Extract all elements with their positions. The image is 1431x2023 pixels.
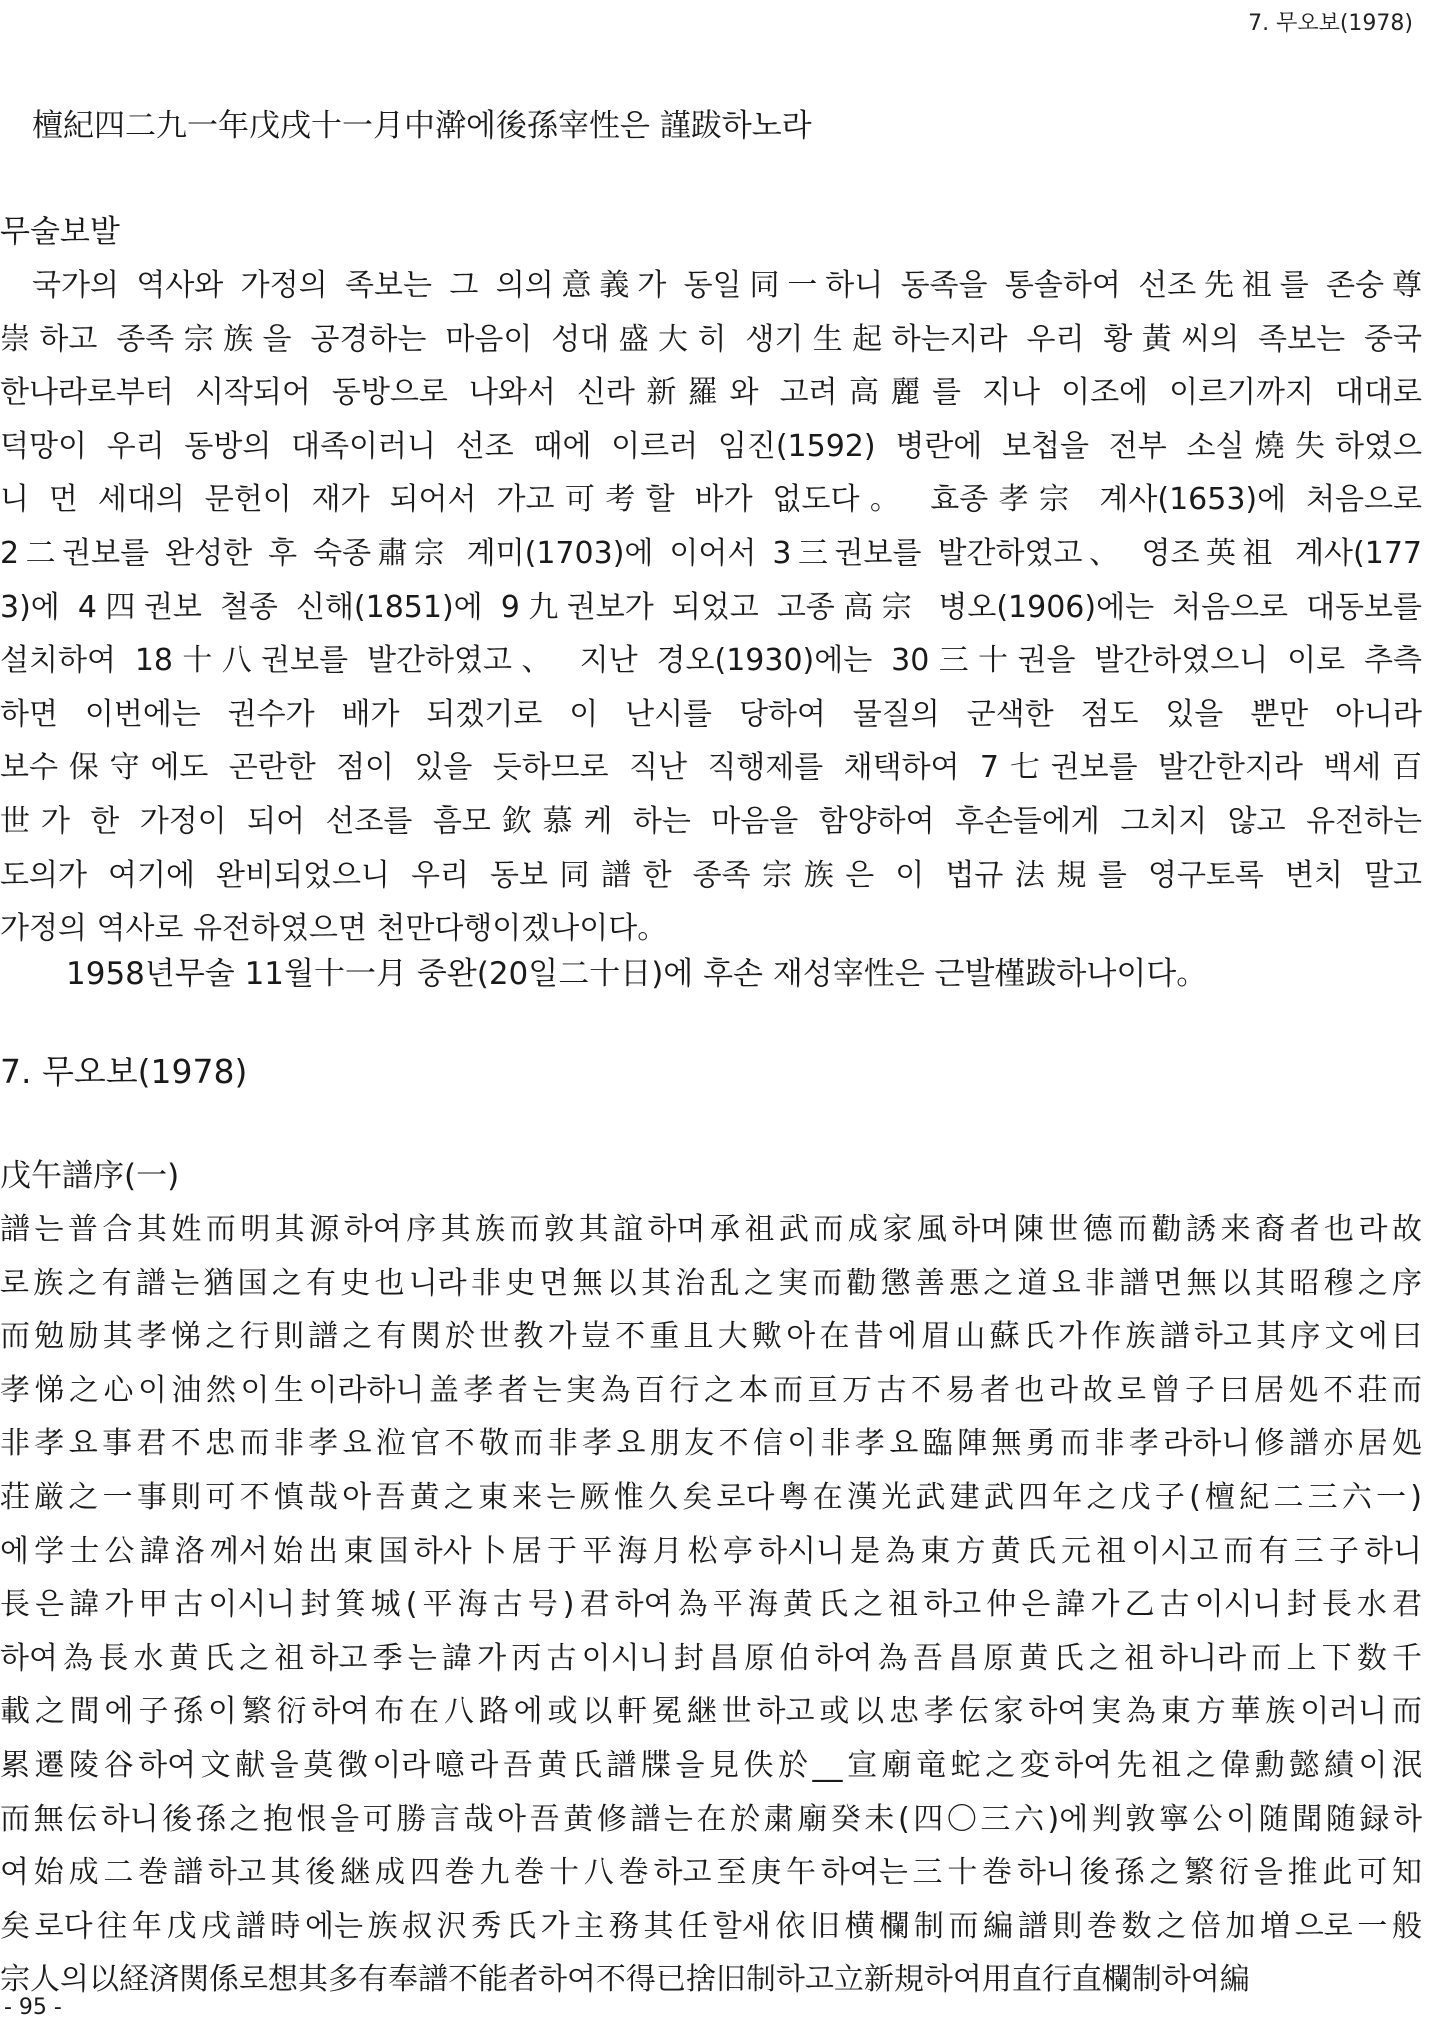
text-line: 載之間에子孫이繁衍하여布在八路에或以軒冕継世하고或以忠孝伝家하여実為東方華族이러니而 xyxy=(0,1694,1422,1730)
text-line: 에学士公諱洛께서始出東国하사卜居于平海月松亭하시니是為東方黄氏元祖이시고而有三子하니 xyxy=(0,1533,1422,1569)
text-line: 孝悌之心이油然이生이라하니盖孝者는実為百行之本而亘万古不易者也라故로曾子曰居処不荘而 xyxy=(0,1372,1422,1408)
section-subtitle: 戊午譜序(一) xyxy=(0,1158,180,1194)
text-line: 崇하고 종족宗族을 공경하는 마음이 성대盛大히 생기生起하는지라 우리 황黃씨의 족보는 중국 xyxy=(0,321,1422,357)
text-line: 덕망이 우리 동방의 대족이러니 선조 때에 이르러 임진(1592) 병란에 보첩을 전부 소실燒失하였으 xyxy=(0,428,1422,464)
text-line: 국가의 역사와 가정의 족보는 그 의의意義가 동일同一하니 동족을 통솔하여 선조先祖를 존숭尊 xyxy=(32,268,1422,303)
text-line: 譜는普合其姓而明其源하여序其族而敦其誼하며承祖武而成家風하며陳世德而勸誘来裔者也라故 xyxy=(0,1212,1422,1247)
text-line: 가정의 역사로 유전하였으면 천만다행이겠나이다。 xyxy=(0,911,668,947)
text-line: 설치하여 18十八권보를 발간하였고、 지난 경오(1930)에는 30三十권을 발간하였으니 이로 추측 xyxy=(0,643,1422,679)
text-line: 2二권보를 완성한 후 숙종肅宗 계미(1703)에 이어서 3三권보를 발간하였고、 영조英祖 계사(177 xyxy=(0,536,1422,571)
running-head: 7. 무오보(1978) xyxy=(1248,11,1413,36)
colophon-line: 檀紀四二九一年戊戌十一月中澣에後孫宰性은 謹跋하노라 xyxy=(32,108,812,144)
text-line: 하면 이번에는 권수가 배가 되겠기로 이 난시를 당하여 물질의 군색한 점도 있을 뿐만 아니라 xyxy=(0,696,1422,732)
text-line: 니 먼 세대의 문헌이 재가 되어서 가고可考할 바가 없도다。 효종孝宗 계사(1653)에 처음으로 xyxy=(0,482,1422,518)
page-number: - 95 - xyxy=(4,1995,62,2020)
postface-signoff: 1958년무술 11월十一月 중완(20일二十日)에 후손 재성宰性은 근발槿跋하나이다。 xyxy=(66,956,1208,992)
text-line: 非孝요事君不忠而非孝요涖官不敬而非孝요朋友不信이非孝요臨陣無勇而非孝라하니修譜亦居処 xyxy=(0,1426,1422,1462)
section-title: 7. 무오보(1978) xyxy=(0,1052,248,1091)
text-line: 로族之有譜는猶国之有史也니라非史면無以其治乱之実而勸懲善悪之道요非譜면無以其昭穆之序 xyxy=(0,1265,1422,1301)
text-line: 荘厳之一事則可不慎哉아吾黄之東来는厥惟久矣로다粤在漢光武建武四年之戊子(檀紀二三六一) xyxy=(0,1480,1422,1515)
text-line: 而勉励其孝悌之行則譜之有関於世教가豈不重且大歟아在昔에眉山蘇氏가作族譜하고其序文에曰 xyxy=(0,1319,1422,1355)
text-line: 矣로다往年戊戌譜時에는族叔沢秀氏가主務其任할새依旧横欄制而編譜則巻数之倍加増으로一般 xyxy=(0,1908,1422,1944)
text-line: 여始成二巻譜하고其後継成四巻九巻十八巻하고至庚午하여는三十巻하니後孫之繁衍을推此可知 xyxy=(0,1855,1422,1891)
text-line: 而無伝하니後孫之抱恨을可勝言哉아吾黄修譜는在於粛廟癸未(四〇三六)에判敦寧公이随聞随録하 xyxy=(0,1801,1422,1837)
text-line: 長은諱가甲古이시니封箕城(平海古号)君하여為平海黄氏之祖하고仲은諱가乙古이시니封長水君 xyxy=(0,1587,1422,1623)
text-line: 한나라로부터 시작되어 동방으로 나와서 신라新羅와 고려高麗를 지나 이조에 이르기까지 대대로 xyxy=(0,375,1422,411)
postface-title: 무술보발 xyxy=(0,214,120,250)
text-line: 보수保守에도 곤란한 점이 있을 듯하므로 직난 직행제를 채택하여 7七권보를 발간한지라 백세百 xyxy=(0,750,1422,786)
text-line: 하여為長水黄氏之祖하고季는諱가丙古이시니封昌原伯하여為吾昌原黄氏之祖하니라而上下数千 xyxy=(0,1640,1422,1676)
text-line: 累遷陵谷하여文献을莫徴이라噫라吾黄氏譜牒을見佚於__宣廟竜蛇之変하여先祖之偉勳懿績이泯 xyxy=(0,1748,1422,1783)
text-line: 도의가 여기에 완비되었으니 우리 동보同譜한 종족宗族은 이 법규法規를 영구토록 변치 말고 xyxy=(0,857,1422,893)
text-line: 3)에 4四권보 철종 신해(1851)에 9九권보가 되었고 고종高宗 병오(1906)에는 처음으로 대동보를 xyxy=(0,589,1422,625)
text-line: 宗人의以経済関係로想其多有奉譜不能者하여不得已捨旧制하고立新規하여用直行直欄制하여編 xyxy=(0,1962,1250,1998)
text-line: 世가 한 가정이 되어 선조를 흠모欽慕케 하는 마음을 함양하여 후손들에게 그치지 않고 유전하는 xyxy=(0,804,1422,839)
